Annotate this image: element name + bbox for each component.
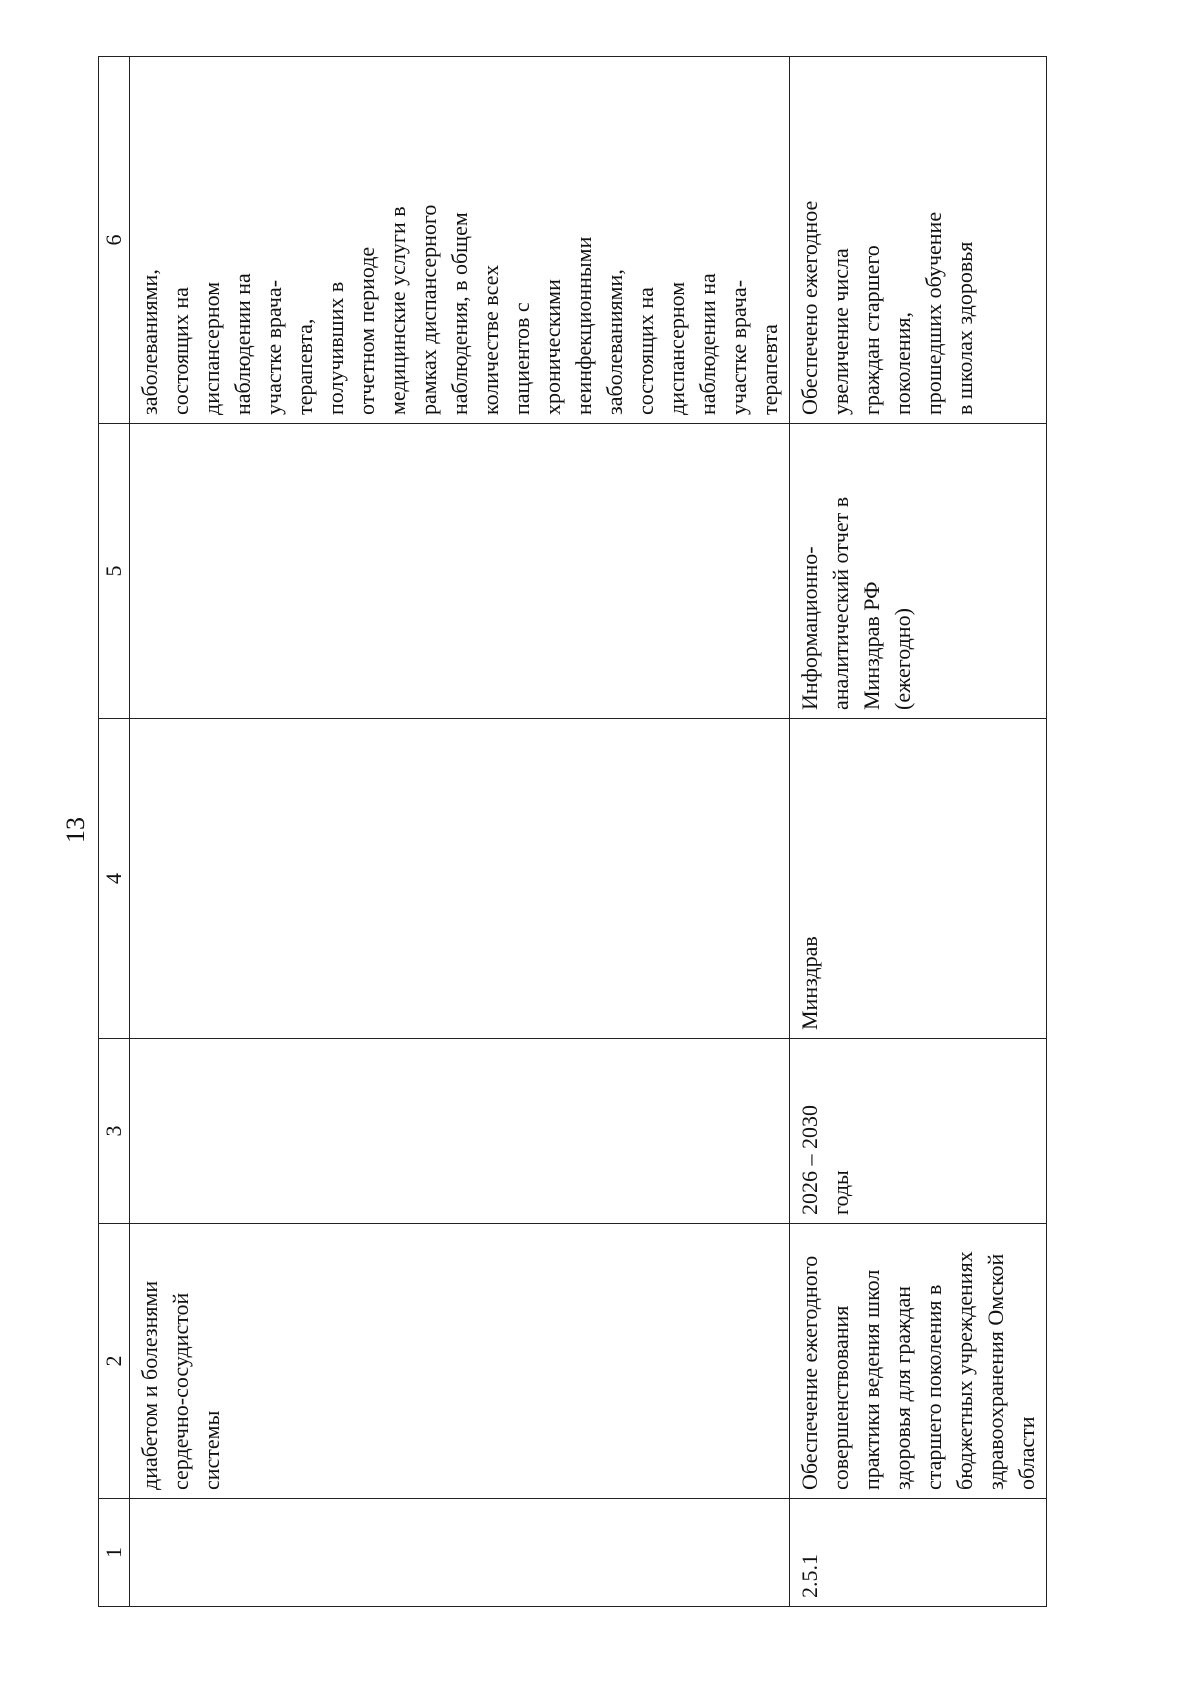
- column-header-2: 2: [99, 1224, 130, 1499]
- cell-period: [130, 1039, 790, 1224]
- column-header-4: 4: [99, 719, 130, 1039]
- cell-number: 2.5.1: [790, 1499, 1047, 1607]
- cell-report: Информационно- аналитический отчет в Минздрав РФ (ежегодно): [790, 424, 1047, 719]
- document-table: [98, 56, 1047, 1607]
- cell-result: Обеспечено ежегодное увеличение числа граждан старшего поколения, прошедших обучение в школах здоровья: [790, 57, 1047, 424]
- cell-responsible: [130, 719, 790, 1039]
- table-frame: [98, 57, 1039, 1607]
- column-header-1: 1: [99, 1499, 130, 1607]
- cell-result: заболеваниями, состоящих на диспансерном наблюдении на участке врача- терапевта, получивших в отчетном периоде медицинские услуги в рамках диспансерного наблюдения, в общем количестве всех пациентов с хроническими неинфекционными заболеваниями, состоящих на диспансерном наблюдении на участке врача- терапевта: [130, 57, 790, 424]
- page-number: 13: [61, 817, 90, 843]
- column-header-5: 5: [99, 424, 130, 719]
- table-row: [130, 57, 790, 1607]
- cell-measure: диабетом и болезнями сердечно-сосудистой системы: [130, 1224, 790, 1499]
- cell-number: [130, 1499, 790, 1607]
- column-header-6: 6: [99, 57, 130, 424]
- column-header-3: 3: [99, 1039, 130, 1224]
- cell-measure: Обеспечение ежегодного совершенствования практики ведения школ здоровья для граждан старшего поколения в бюджетных учреждениях здравоохранения Омской области: [790, 1224, 1047, 1499]
- cell-period: 2026 – 2030 годы: [790, 1039, 1047, 1224]
- header-row: [99, 57, 130, 1607]
- cell-responsible: Минздрав: [790, 719, 1047, 1039]
- table-row: [790, 57, 1047, 1607]
- cell-report: [130, 424, 790, 719]
